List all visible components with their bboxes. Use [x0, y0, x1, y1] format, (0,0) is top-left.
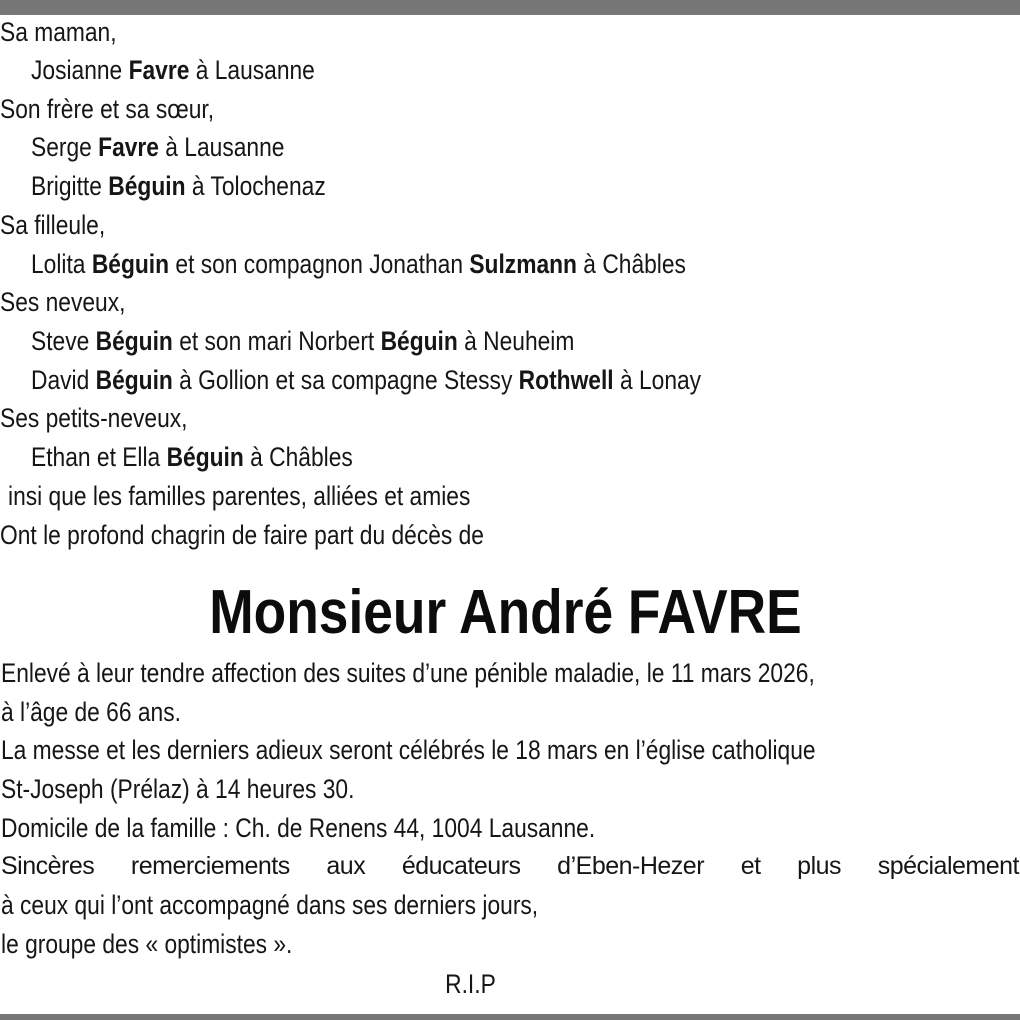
grandnephews-heading: Ses petits-neveux, — [0, 403, 188, 433]
rip-closing: R.I.P — [444, 969, 496, 999]
others-line: insi que les familles parentes, alliées et amies — [8, 481, 471, 511]
brother-entry: Serge Favre à Lausanne — [31, 132, 285, 162]
detail-line-8: le groupe des « optimistes ». — [1, 929, 293, 959]
detail-line-4: St-Joseph (Prélaz) à 14 heures 30. — [1, 774, 355, 804]
goddaughter-heading: Sa filleule, — [0, 210, 106, 240]
detail-line-6: Sincères remerciements aux éducateurs d’Eben-Hezer et plus spécialement — [1, 852, 1019, 880]
top-rule — [0, 0, 1020, 15]
detail-line-2: à l’âge de 66 ans. — [1, 697, 181, 727]
announcement-line: Ont le profond chagrin de faire part du décès de — [0, 520, 484, 550]
nephews-heading: Ses neveux, — [0, 287, 126, 317]
nephew-entry-1: Steve Béguin et son mari Norbert Béguin à Neuheim — [31, 326, 575, 356]
detail-line-3: La messe et les derniers adieux seront célébrés le 18 mars en l’église catholique — [1, 735, 816, 765]
nephew-entry-2: David Béguin à Gollion et sa compagne Stessy Rothwell à Lonay — [31, 365, 702, 395]
bottom-rule — [0, 1014, 1020, 1020]
siblings-heading: Son frère et sa sœur, — [0, 94, 215, 124]
sister-entry: Brigitte Béguin à Tolochenaz — [31, 171, 326, 201]
grandnephews-entry: Ethan et Ella Béguin à Châbles — [31, 442, 353, 472]
mother-heading: Sa maman, — [0, 17, 117, 47]
mother-entry: Josianne Favre à Lausanne — [31, 55, 315, 85]
deceased-name: Monsieur André FAVRE — [208, 578, 802, 647]
goddaughter-entry: Lolita Béguin et son compagnon Jonathan Sulzmann à Châbles — [31, 249, 686, 279]
detail-line-7: à ceux qui l’ont accompagné dans ses derniers jours, — [1, 890, 539, 920]
detail-line-1: Enlevé à leur tendre affection des suites d’une pénible maladie, le 11 mars 2026, — [1, 658, 815, 688]
detail-line-5: Domicile de la famille : Ch. de Renens 44, 1004 Lausanne. — [1, 813, 596, 843]
